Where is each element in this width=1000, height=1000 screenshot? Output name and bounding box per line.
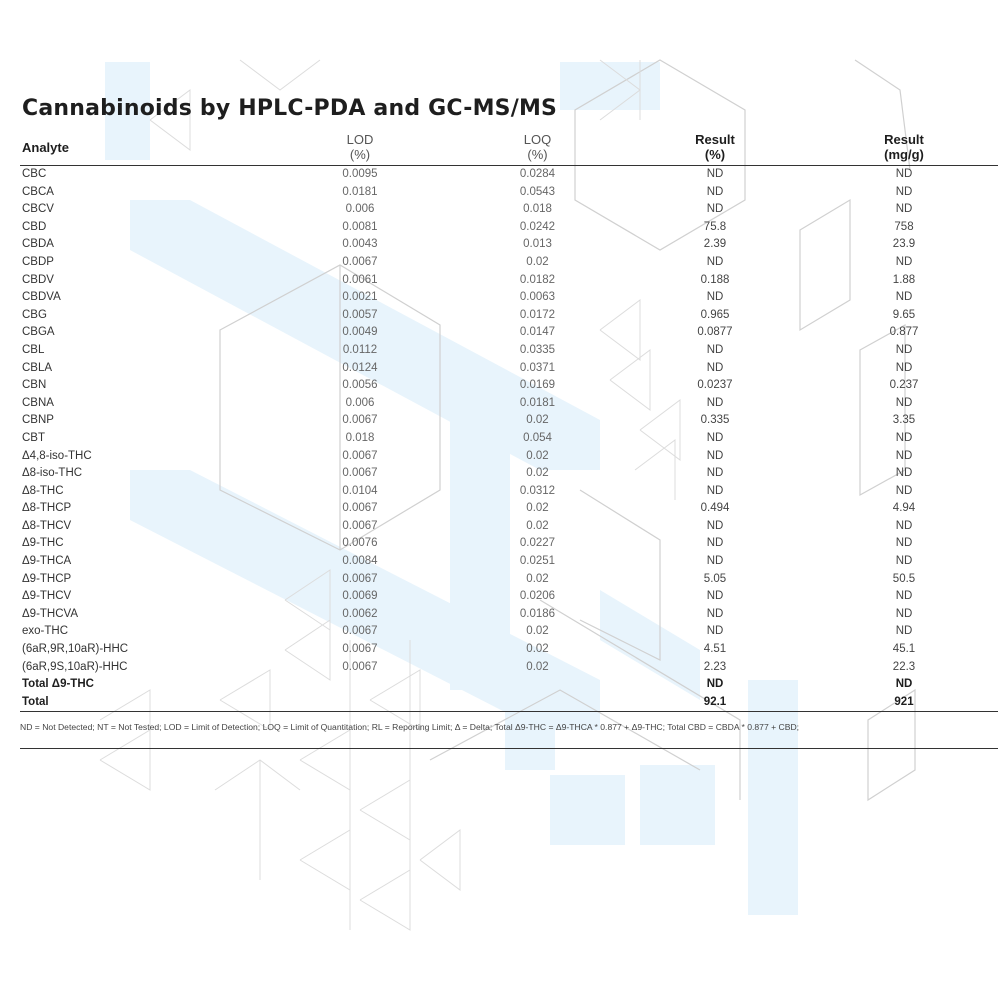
cell-loq: 0.02 xyxy=(526,449,549,462)
cell-result-percent: ND xyxy=(706,678,724,691)
cell-analyte: CBGA xyxy=(22,326,55,339)
cell-lod: 0.018 xyxy=(345,431,375,444)
header-analyte: Analyte xyxy=(20,130,265,166)
cell-result-percent: ND xyxy=(706,168,724,180)
cell-result-mg: ND xyxy=(895,537,913,550)
cell-loq: 0.0182 xyxy=(519,273,556,286)
cell-loq: 0.0181 xyxy=(519,396,556,409)
table-row xyxy=(20,571,998,589)
table-row xyxy=(20,535,998,553)
cell-analyte: CBDP xyxy=(22,255,54,268)
cell-result-mg: ND xyxy=(895,607,913,620)
cell-loq: 0.0543 xyxy=(519,185,556,198)
cell-result-percent: ND xyxy=(706,607,724,620)
table-row xyxy=(20,307,998,325)
cell-lod: 0.0067 xyxy=(342,572,378,585)
cell-lod: 0.0112 xyxy=(342,343,378,356)
page-title: Cannabinoids by HPLC-PDA and GC-MS/MS xyxy=(22,96,558,121)
cell-loq: 0.054 xyxy=(523,431,552,444)
cell-result-percent: ND xyxy=(706,185,724,198)
cell-analyte: (6aR,9S,10aR)-HHC xyxy=(22,660,128,673)
cell-result-mg: 0.237 xyxy=(889,379,919,392)
cell-lod xyxy=(265,694,455,712)
cell-lod: 0.0095 xyxy=(342,168,378,180)
cell-loq: 0.0371 xyxy=(519,361,556,374)
cell-lod: 0.0067 xyxy=(342,502,378,515)
cell-lod: 0.0104 xyxy=(342,484,378,497)
cell-loq: 0.02 xyxy=(526,467,549,480)
cell-lod: 0.0056 xyxy=(342,379,378,392)
cell-loq: 0.0206 xyxy=(519,590,556,603)
cell-analyte: CBG xyxy=(22,308,47,321)
cell-result-percent: 4.51 xyxy=(703,643,727,656)
cell-lod: 0.0067 xyxy=(342,660,378,673)
cell-loq: 0.02 xyxy=(526,643,549,656)
cell-loq: 0.0063 xyxy=(519,291,556,304)
cell-loq: 0.0169 xyxy=(519,379,556,392)
table-row xyxy=(20,483,998,501)
cell-loq: 0.02 xyxy=(526,255,549,268)
cell-loq: 0.02 xyxy=(526,519,549,532)
table-row xyxy=(20,342,998,360)
cell-analyte: CBT xyxy=(22,431,45,444)
cell-analyte: CBNP xyxy=(22,414,54,427)
cell-result-percent: ND xyxy=(706,467,724,480)
cell-result-percent: ND xyxy=(706,255,724,268)
cannabinoid-table xyxy=(20,130,998,712)
cell-result-percent: ND xyxy=(706,519,724,532)
cell-analyte: CBDVA xyxy=(22,291,61,304)
cell-analyte: Δ9-THC xyxy=(22,537,64,550)
header-result-mg-label: Result xyxy=(884,132,924,147)
table-row xyxy=(20,465,998,483)
table-row xyxy=(20,360,998,378)
cell-result-percent: 75.8 xyxy=(703,220,727,233)
cell-analyte: CBDV xyxy=(22,273,54,286)
table-row xyxy=(20,553,998,571)
cell-analyte: Total Δ9-THC xyxy=(22,678,94,691)
cell-result-mg: ND xyxy=(895,185,913,198)
cell-lod: 0.006 xyxy=(345,396,375,409)
cell-result-mg: ND xyxy=(895,484,913,497)
cell-result-percent: 0.335 xyxy=(700,414,730,427)
cell-result-mg: 22.3 xyxy=(892,660,916,673)
cell-lod: 0.0043 xyxy=(342,238,378,251)
cell-loq: 0.02 xyxy=(526,625,549,638)
table-row xyxy=(20,184,998,202)
cell-result-mg: ND xyxy=(895,431,913,444)
cell-lod: 0.0067 xyxy=(342,625,378,638)
table-row xyxy=(20,430,998,448)
cell-result-mg: 4.94 xyxy=(892,502,916,515)
cell-result-percent: 2.23 xyxy=(703,660,727,673)
table-row xyxy=(20,623,998,641)
cell-analyte: Total xyxy=(20,694,265,712)
cell-lod: 0.0021 xyxy=(342,291,378,304)
cell-loq: 0.0227 xyxy=(519,537,556,550)
cell-analyte: CBL xyxy=(22,343,45,356)
table-row xyxy=(20,377,998,395)
cell-lod: 0.0067 xyxy=(342,643,378,656)
cell-lod: 0.0084 xyxy=(342,555,378,568)
cell-result-percent: ND xyxy=(706,484,724,497)
table-row xyxy=(20,289,998,307)
cell-result-mg: ND xyxy=(895,590,913,603)
header-result-percent-label: Result xyxy=(695,132,735,147)
cell-result-percent: 0.0237 xyxy=(697,379,733,392)
cell-result-mg: ND xyxy=(895,255,913,268)
cell-result-mg: ND xyxy=(895,467,913,480)
cell-result-percent: ND xyxy=(706,203,724,216)
header-lod-label: LOD xyxy=(346,132,374,147)
cell-result-percent: ND xyxy=(706,431,724,444)
cell-result-mg: ND xyxy=(895,343,913,356)
header-result-mg-unit: (mg/g) xyxy=(884,147,924,162)
cell-analyte: Δ8-THCV xyxy=(22,519,72,532)
cell-result-percent: ND xyxy=(706,361,724,374)
header-result-percent xyxy=(620,130,810,166)
table-row xyxy=(20,500,998,518)
cell-loq: 0.02 xyxy=(526,660,549,673)
cell-loq: 0.018 xyxy=(523,203,552,216)
cell-lod xyxy=(265,676,455,694)
cell-lod: 0.0076 xyxy=(342,537,378,550)
cell-result-percent: 0.188 xyxy=(700,273,730,286)
header-loq xyxy=(455,130,620,166)
cell-loq: 0.02 xyxy=(526,414,549,427)
cell-result-mg: 3.35 xyxy=(892,414,916,427)
cell-result-mg: 758 xyxy=(894,220,914,233)
cell-lod: 0.0067 xyxy=(342,255,378,268)
cell-result-mg: ND xyxy=(895,361,913,374)
cell-loq: 0.0284 xyxy=(519,168,556,180)
cell-result-mg: ND xyxy=(895,168,913,180)
cell-result-percent: 0.0877 xyxy=(697,326,733,339)
cell-analyte: Δ9-THCP xyxy=(22,572,72,585)
cell-lod: 0.0057 xyxy=(342,308,378,321)
cell-result-mg: 50.5 xyxy=(892,572,916,585)
cell-analyte: Δ9-THCA xyxy=(22,555,72,568)
cell-lod: 0.0067 xyxy=(342,519,378,532)
cell-result-mg: ND xyxy=(895,555,913,568)
cell-result-mg: 921 xyxy=(810,694,998,712)
cell-loq: 0.0147 xyxy=(519,326,556,339)
cell-lod: 0.0069 xyxy=(342,590,378,603)
cell-analyte: CBLA xyxy=(22,361,53,374)
cell-result-mg: 9.65 xyxy=(892,308,916,321)
cell-analyte: CBCA xyxy=(22,185,54,198)
table-row xyxy=(20,448,998,466)
cell-result-mg: 0.877 xyxy=(889,326,919,339)
cell-analyte: CBNA xyxy=(22,396,54,409)
cannabinoid-report xyxy=(20,130,998,712)
cell-loq: 0.0242 xyxy=(519,220,556,233)
total-row xyxy=(20,676,998,694)
cell-analyte: CBD xyxy=(22,220,47,233)
header-result-percent-unit: (%) xyxy=(704,147,726,162)
cell-analyte: Δ9-THCV xyxy=(22,590,72,603)
cell-loq: 0.0312 xyxy=(519,484,556,497)
table-row xyxy=(20,272,998,290)
cell-result-mg: ND xyxy=(895,291,913,304)
cell-result-mg: ND xyxy=(895,519,913,532)
cell-analyte: Δ8-iso-THC xyxy=(22,467,83,480)
cell-result-mg: 1.88 xyxy=(892,273,916,286)
cell-lod: 0.0067 xyxy=(342,467,378,480)
cell-lod: 0.0067 xyxy=(342,414,378,427)
header-loq-label: LOQ xyxy=(523,132,552,147)
cell-result-percent: 5.05 xyxy=(703,572,727,585)
cell-result-percent: 92.1 xyxy=(620,694,810,712)
cell-result-percent: ND xyxy=(706,590,724,603)
cell-analyte: Δ9-THCVA xyxy=(22,607,79,620)
cell-result-mg: ND xyxy=(895,396,913,409)
footnote: ND = Not Detected; NT = Not Tested; LOD = Limit of Detection; LOQ = Limit of Quantitation; RL = Reporting Limit; Δ = Delta; Total Δ9-THC = Δ9-THCA * 0.877 + Δ9-THC; Total CBD = CBDA * 0.877 + CBD; xyxy=(20,722,998,749)
cell-loq: 0.0335 xyxy=(519,343,556,356)
header-lod xyxy=(265,130,455,166)
table-row xyxy=(20,254,998,272)
cell-result-percent: 0.494 xyxy=(700,502,730,515)
header-result-mg xyxy=(810,130,998,166)
cell-analyte: Δ8-THCP xyxy=(22,502,72,515)
table-row xyxy=(20,412,998,430)
table-header xyxy=(20,130,998,166)
header-lod-unit: (%) xyxy=(349,147,371,162)
cell-loq: 0.0251 xyxy=(519,555,556,568)
cell-lod: 0.0124 xyxy=(342,361,378,374)
cell-result-percent: ND xyxy=(706,396,724,409)
table-row xyxy=(20,166,998,184)
cell-result-percent: ND xyxy=(706,291,724,304)
table-row xyxy=(20,236,998,254)
cell-result-percent: 0.965 xyxy=(700,308,730,321)
table-row xyxy=(20,395,998,413)
cell-analyte: CBN xyxy=(22,379,47,392)
cell-lod: 0.0061 xyxy=(342,273,378,286)
cell-result-mg: ND xyxy=(895,449,913,462)
cell-result-mg: 45.1 xyxy=(892,643,916,656)
cell-result-percent: ND xyxy=(706,537,724,550)
cell-result-mg: 23.9 xyxy=(892,238,916,251)
cell-result-mg: ND xyxy=(895,678,913,691)
cell-result-percent: ND xyxy=(706,449,724,462)
cell-loq: 0.0172 xyxy=(519,308,556,321)
cell-result-mg: ND xyxy=(895,625,913,638)
table-body xyxy=(20,166,998,712)
cell-result-percent: ND xyxy=(706,625,724,638)
cell-lod: 0.0049 xyxy=(342,326,378,339)
cell-result-percent: 2.39 xyxy=(703,238,727,251)
table-row xyxy=(20,518,998,536)
cell-analyte: CBC xyxy=(22,168,47,180)
cell-result-percent: ND xyxy=(706,555,724,568)
cell-analyte: exo-THC xyxy=(22,625,69,638)
cell-analyte: Δ4,8-iso-THC xyxy=(22,449,92,462)
cell-loq: 0.02 xyxy=(526,502,549,515)
table-row xyxy=(20,606,998,624)
table-row xyxy=(20,201,998,219)
cell-loq xyxy=(455,694,620,712)
table-row xyxy=(20,641,998,659)
table-row xyxy=(20,324,998,342)
cell-lod: 0.006 xyxy=(345,203,375,216)
table-row xyxy=(20,219,998,237)
cell-result-percent: ND xyxy=(706,343,724,356)
cell-analyte: (6aR,9R,10aR)-HHC xyxy=(22,643,129,656)
cell-loq: 0.013 xyxy=(523,238,552,251)
cell-analyte: Δ8-THC xyxy=(22,484,64,497)
cell-loq: 0.02 xyxy=(526,572,549,585)
cell-lod: 0.0181 xyxy=(342,185,378,198)
cell-result-mg: ND xyxy=(895,203,913,216)
table-row xyxy=(20,659,998,677)
table-row xyxy=(20,588,998,606)
cell-lod: 0.0067 xyxy=(342,449,378,462)
header-loq-unit: (%) xyxy=(527,147,548,162)
cell-loq xyxy=(455,676,620,694)
total-row xyxy=(20,694,998,712)
cell-analyte: CBCV xyxy=(22,203,54,216)
cell-lod: 0.0081 xyxy=(342,220,378,233)
cell-loq: 0.0186 xyxy=(519,607,556,620)
cell-analyte: CBDA xyxy=(22,238,54,251)
cell-lod: 0.0062 xyxy=(342,607,378,620)
